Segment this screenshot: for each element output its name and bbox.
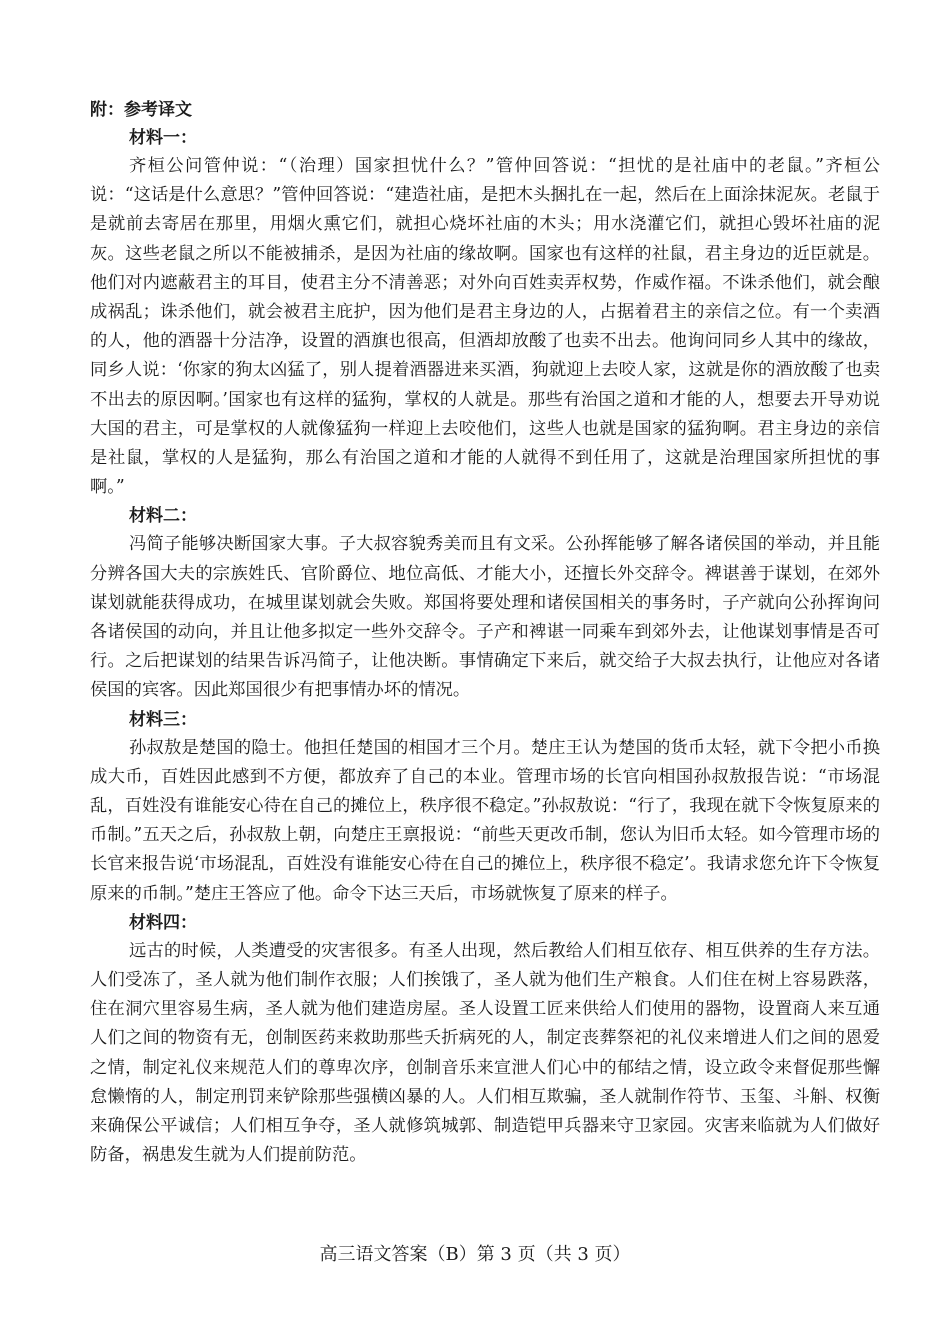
section-title-3: 材料三： [129,709,197,730]
document-body [90,96,880,1171]
section-title-1: 材料一： [129,128,197,148]
appendix-heading: 附：参考译文 [90,100,192,120]
section-text-4: 远古的时候，人类遭受的灾害很多。有圣人出现，然后教给人们相互依存、相互供养的生存方法。人们受冻了，圣人就为他们制作衣服；人们挨饿了，圣人就为他们生产粮食。人们住在树上容易跌落，住在洞穴里容易生病，圣人就为他们建造房屋。圣人设置工匠来供给人们使用的器物，设置商人来互通人们之间的物资有无，创制医药来救助那些夭折病死的人，制定丧葬祭祀的礼仪来增进人们之间的恩爱之情，制定礼仪来规范人们的尊卑次序，创制音乐来宣泄人们心中的郁结之情，设立政令来督促那些懈怠懒惰的人，制定刑罚来铲除那些强横凶暴的人。人们相互欺骗，圣人就制作符节、玉玺、斗斛、权衡来确保公平诚信；人们相互争夺，圣人就修筑城郭、制造铠甲兵器来守卫家园。灾害来临就为人们做好防备，祸患发生就为人们提前防范。 [90,940,880,1166]
section-title-2: 材料二： [129,506,197,527]
section-text-1: 齐桓公问管仲说：“（治理）国家担忧什么？”管仲回答说：“担忧的是社庙中的老鼠。”齐桓公说：“这话是什么意思？”管仲回答说：“建造社庙，是把木头捆扎在一起，然后在上面涂抹泥灰。老鼠于是就前去寄居在那里，用烟火熏它们，就担心烧坏社庙的木头；用水浇灌它们，就担心毁坏社庙的泥灰。这些老鼠之所以不能被捕杀，是因为社庙的缘故啊。国家也有这样的社鼠，君主身边的近臣就是。他们对内遮蔽君主的耳目，使君主分不清善恶；对外向百姓卖弄权势，作威作福。不诛杀他们，就会酿成祸乱；诛杀他们，就会被君主庇护，因为他们是君主身边的人，占据着君主的亲信之位。有一个卖酒的人，他的酒器十分洁净，设置的酒旗也很高，但酒却放酸了也卖不出去。他询问同乡人其中的缘故，同乡人说：‘你家的狗太凶猛了，别人提着酒器进来买酒，狗就迎上去咬人家，这就是你的酒放酸了也卖不出去的原因啊。’国家也有这样的猛狗，掌权的人就是。那些有治国之道和才能的人，想要去开导劝说大国的君主，可是掌权的人就像猛狗一样迎上去咬他们，这些人也就是国家的猛狗啊。君主身边的亲信是社鼠，掌权的人是猛狗，那么有治国之道和才能的人就得不到任用了，这就是治理国家所担忧的事啊。” [90,156,880,498]
page-footer: 高三语文答案（B）第 3 页（共 3 页） [319,1244,631,1265]
section-title-4: 材料四： [129,912,197,933]
section-text-2: 冯简子能够决断国家大事。子大叔容貌秀美而且有文采。公孙挥能够了解各诸侯国的举动，并且能分辨各国大夫的宗族姓氏、官阶爵位、地位高低、才能大小，还擅长外交辞令。裨谌善于谋划，在郊外谋划就能获得成功，在城里谋划就会失败。郑国将要处理和诸侯国相关的事务时，子产就向公孙挥询问各诸侯国的动向，并且让他多拟定一些外交辞令。子产和裨谌一同乘车到郊外去，让他谋划事情是否可行。之后把谋划的结果告诉冯简子，让他决断。事情确定下来后，就交给子大叔去执行，让他应对各诸侯国的宾客。因此郑国很少有把事情办坏的情况。 [90,534,880,701]
section-text-3: 孙叔敖是楚国的隐士。他担任楚国的相国才三个月。楚庄王认为楚国的货币太轻，就下令把小币换成大币，百姓因此感到不方便，都放弃了自己的本业。管理市场的长官向相国孙叔敖报告说：“市场混乱，百姓没有谁能安心待在自己的摊位上，秩序很不稳定。”孙叔敖说：“行了，我现在就下令恢复原来的币制。”五天之后，孙叔敖上朝，向楚庄王禀报说：“前些天更改币制，您认为旧币太轻。如今管理市场的长官来报告说‘市场混乱，百姓没有谁能安心待在自己的摊位上，秩序很不稳定’。我请求您允许下令恢复原来的币制。”楚庄王答应了他。命令下达三天后，市场就恢复了原来的样子。 [90,737,880,904]
